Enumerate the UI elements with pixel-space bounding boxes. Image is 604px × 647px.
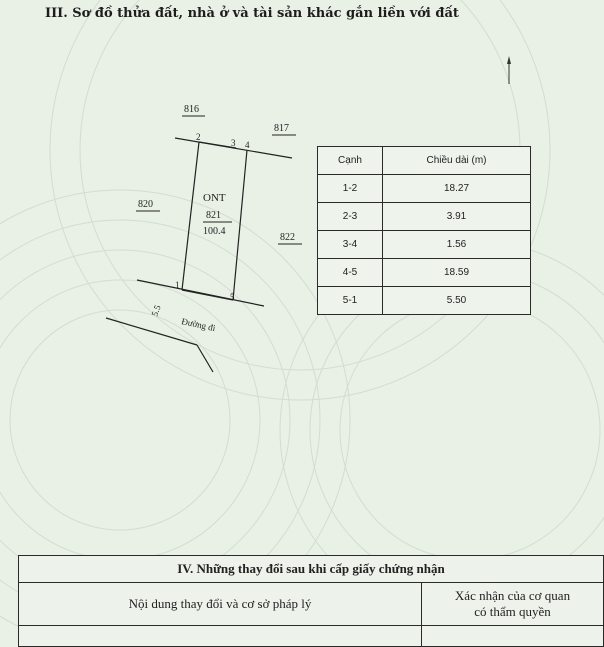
vertex-5-label: 5 <box>230 292 235 302</box>
table-header-row <box>318 147 531 175</box>
edge-length-table <box>317 146 531 315</box>
table-row <box>318 287 531 315</box>
parcel-area-label: 100.4 <box>203 226 226 237</box>
neighbor-817-label: 817 <box>274 123 289 134</box>
section-title-plot-diagram: III. Sơ đồ thửa đất, nhà ở và tài sản khác gắn liền với đất <box>45 6 459 21</box>
road-width-label: 5.5 <box>149 303 163 318</box>
table-row <box>318 175 531 203</box>
table-row <box>318 259 531 287</box>
edge-5-1 <box>182 290 233 300</box>
vertex-2-label: 2 <box>196 132 201 142</box>
header-length: Chiều dài (m) <box>383 147 531 175</box>
confirmation-line-2: có thẩm quyền <box>474 604 551 619</box>
edge-cell: 3-4 <box>318 231 383 259</box>
edge-cell: 5-1 <box>318 287 383 315</box>
empty-content-cell <box>19 626 422 647</box>
neighbor-820-label: 820 <box>138 199 153 210</box>
length-cell: 18.27 <box>383 175 531 203</box>
column-header-content: Nội dung thay đổi và cơ sở pháp lý <box>19 583 422 626</box>
length-cell: 18.59 <box>383 259 531 287</box>
section-title-changes: IV. Những thay đổi sau khi cấp giấy chứng nhận <box>19 556 604 583</box>
vertex-3-label: 3 <box>231 138 236 148</box>
neighbor-822-label: 822 <box>280 232 295 243</box>
edge-cell: 4-5 <box>318 259 383 287</box>
edge-cell: 1-2 <box>318 175 383 203</box>
vertex-1-label: 1 <box>175 280 180 290</box>
length-cell: 1.56 <box>383 231 531 259</box>
north-arrow-icon <box>507 56 511 84</box>
edge-4-5 <box>233 150 247 300</box>
road-label: Đường đi <box>180 316 217 334</box>
changes-table <box>18 555 604 647</box>
neighbor-boundary-south <box>137 280 264 306</box>
neighbor-816-label: 816 <box>184 104 199 115</box>
column-header-confirmation <box>422 583 604 626</box>
empty-confirmation-cell <box>422 626 604 647</box>
table-row <box>318 231 531 259</box>
confirmation-line-1: Xác nhận của cơ quan <box>454 588 571 603</box>
length-cell: 3.91 <box>383 203 531 231</box>
road-edge-turn <box>197 345 213 372</box>
vertex-4-label: 4 <box>245 140 250 150</box>
land-type-label: ONT <box>203 192 226 204</box>
header-edge: Cạnh <box>318 147 383 175</box>
edge-1-2 <box>182 142 199 290</box>
edge-cell: 2-3 <box>318 203 383 231</box>
parcel-number-label: 821 <box>206 210 221 221</box>
table-row <box>318 203 531 231</box>
length-cell: 5.50 <box>383 287 531 315</box>
